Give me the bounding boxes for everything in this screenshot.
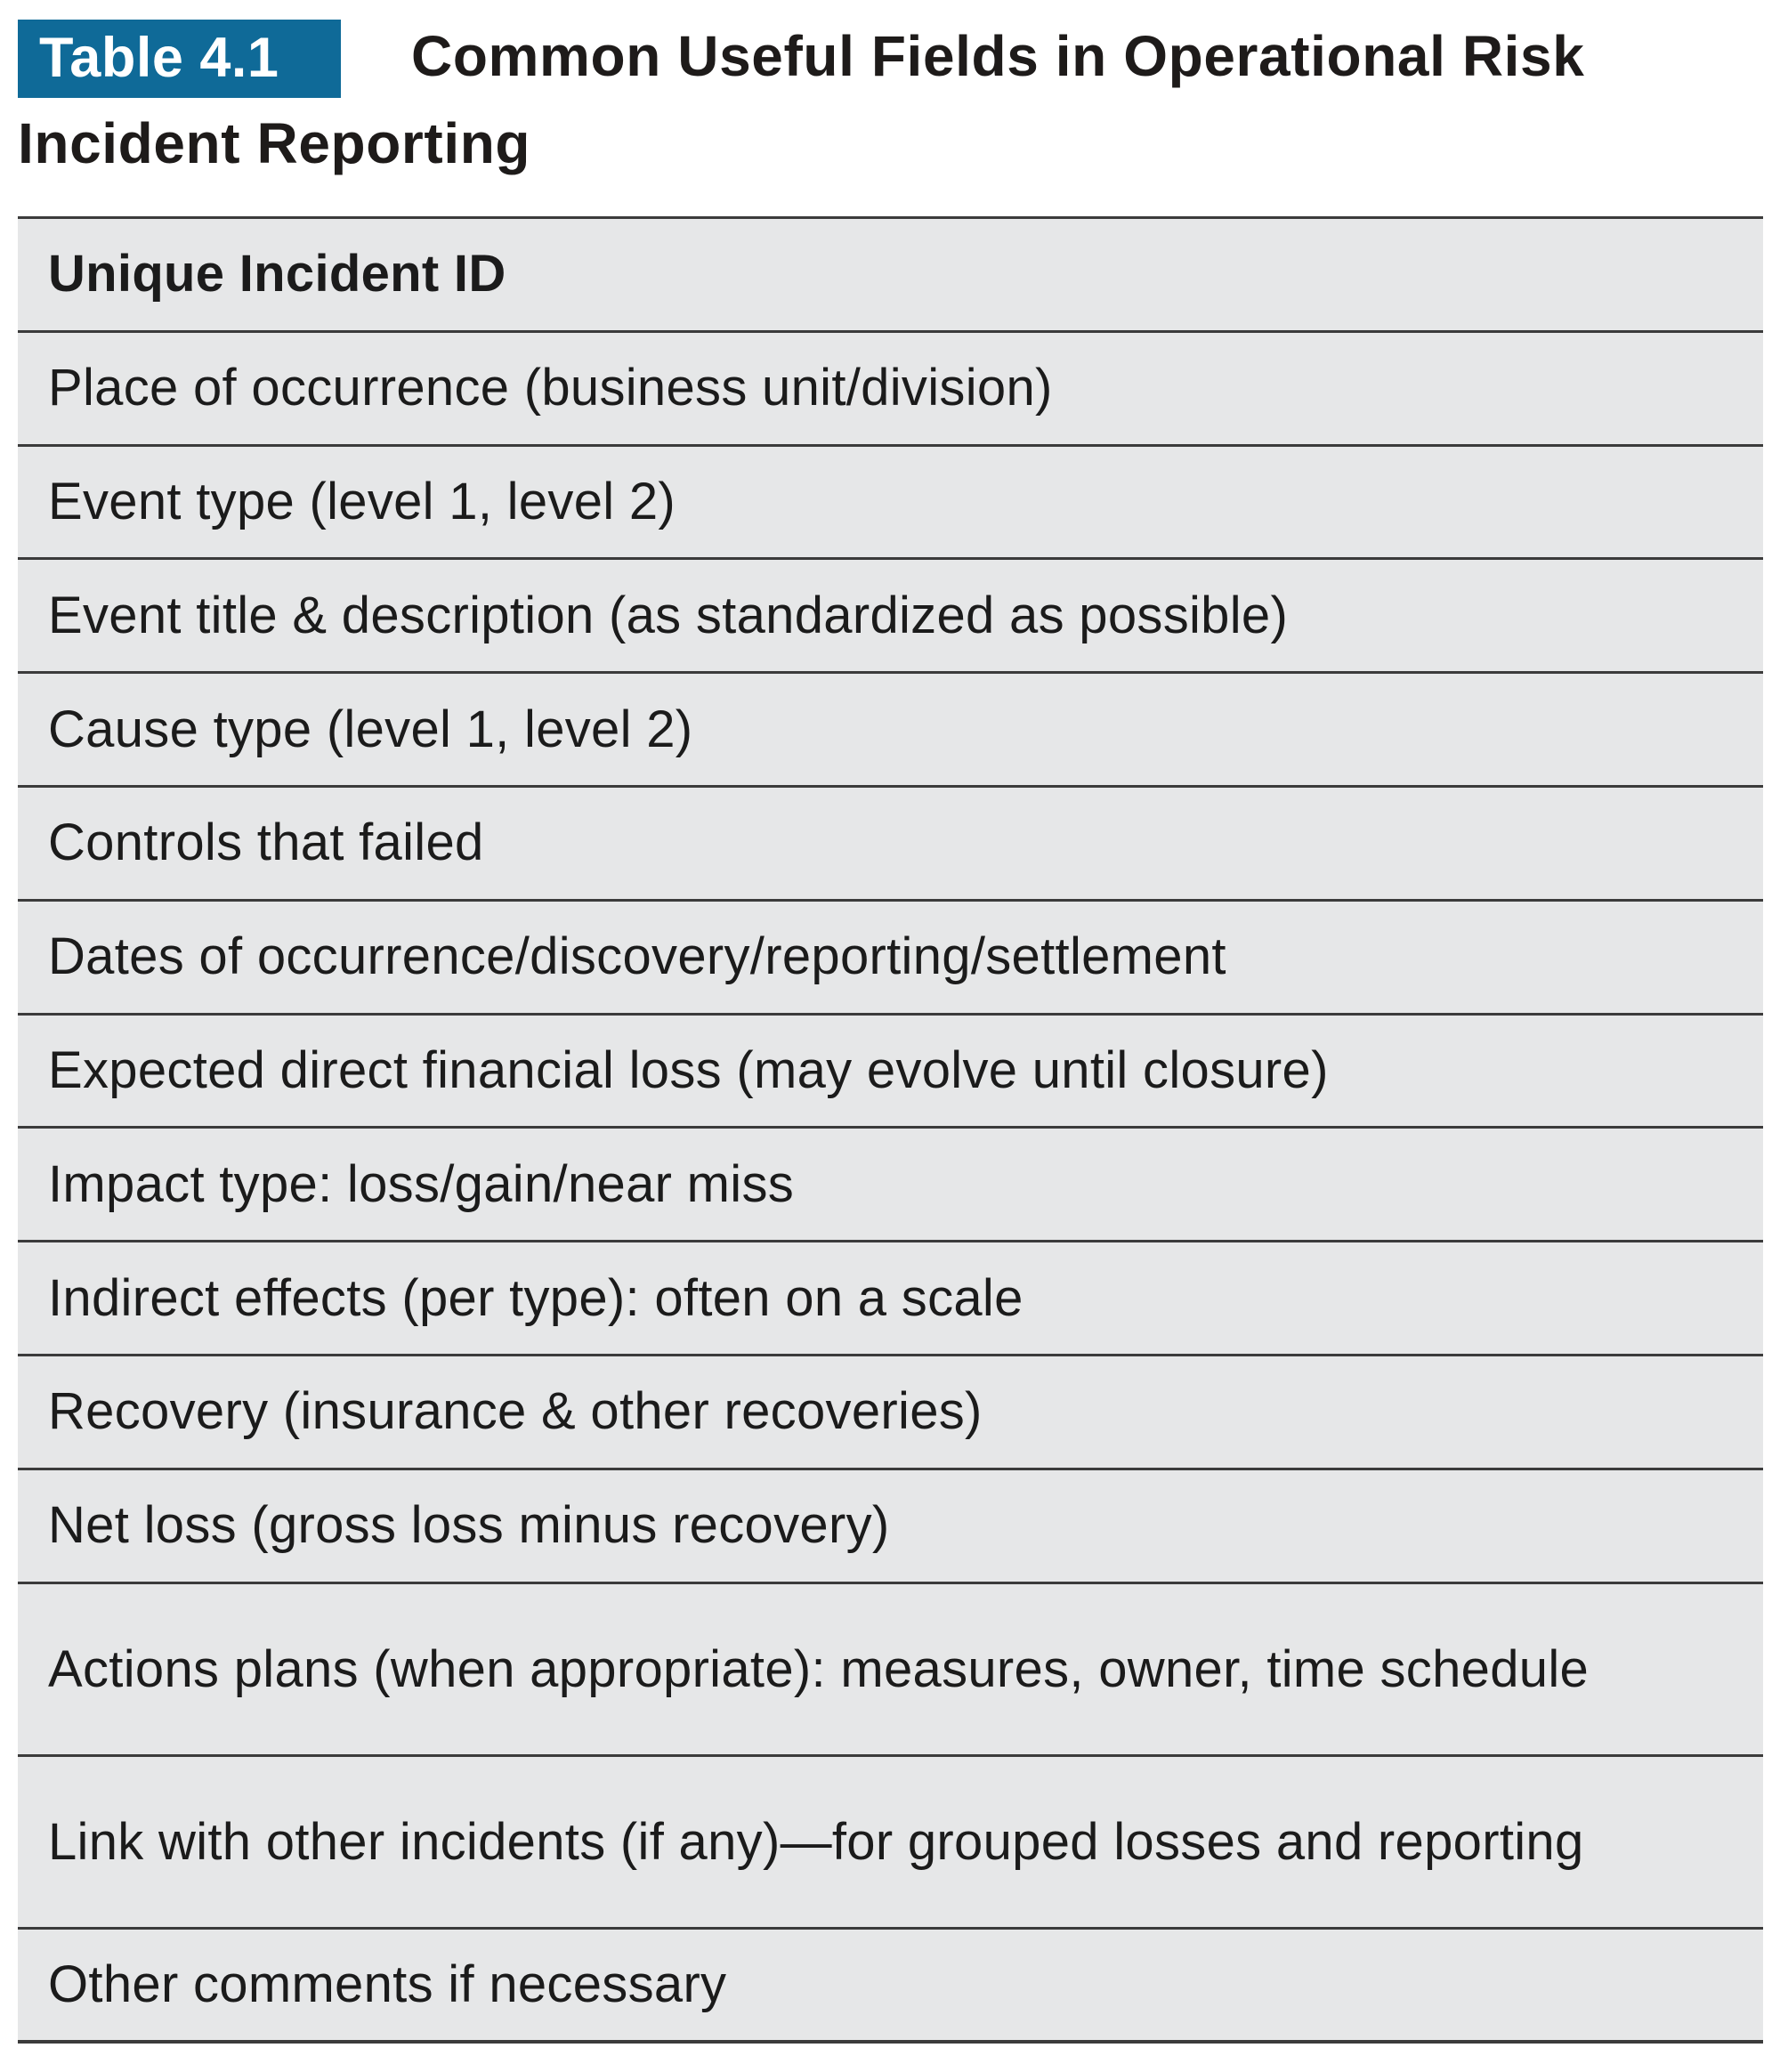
table-row (18, 1754, 1763, 1927)
table-row (18, 330, 1763, 444)
table-cell: Impact type: loss/gain/near miss (48, 1154, 795, 1213)
table-row (18, 1354, 1763, 1468)
table-row (18, 1126, 1763, 1240)
table-cell: Event type (level 1, level 2) (48, 472, 676, 530)
table-cell: Event title & description (as standardized as possible) (48, 586, 1289, 644)
table-cell: Controls that failed (48, 813, 484, 872)
table-row (18, 557, 1763, 671)
table-row (18, 1013, 1763, 1127)
table-row (18, 1240, 1763, 1354)
table-title-line-2: Incident Reporting (18, 111, 531, 175)
table-cell: Expected direct financial loss (may evolve until closure) (48, 1040, 1329, 1099)
table-cell: Actions plans (when appropriate): measures, owner, time schedule (48, 1640, 1590, 1699)
table-row (18, 785, 1763, 899)
table-number-badge (18, 20, 341, 98)
table-cell: Place of occurrence (business unit/division) (48, 359, 1053, 417)
table-row (18, 1468, 1763, 1582)
table-cell: Indirect effects (per type): often on a scale (48, 1268, 1024, 1327)
table-title-line-1: Common Useful Fields in Operational Risk (411, 24, 1585, 88)
table-row (18, 1927, 1763, 2041)
incident-fields-table (18, 216, 1763, 2044)
table-row (18, 899, 1763, 1013)
table-header-row (18, 216, 1763, 330)
table-cell: Recovery (insurance & other recoveries) (48, 1382, 983, 1441)
table-cell: Cause type (level 1, level 2) (48, 700, 693, 758)
table-cell: Link with other incidents (if any)—for grouped losses and reporting (48, 1813, 1584, 1872)
table-header-cell: Unique Incident ID (48, 245, 506, 304)
table-row (18, 1582, 1763, 1754)
table-row (18, 444, 1763, 558)
table-number-label: Table 4.1 (39, 27, 279, 89)
table-cell: Net loss (gross loss minus recovery) (48, 1496, 890, 1555)
table-cell: Dates of occurrence/discovery/reporting/settlement (48, 927, 1226, 986)
table-cell: Other comments if necessary (48, 1955, 727, 2013)
table-row (18, 671, 1763, 785)
